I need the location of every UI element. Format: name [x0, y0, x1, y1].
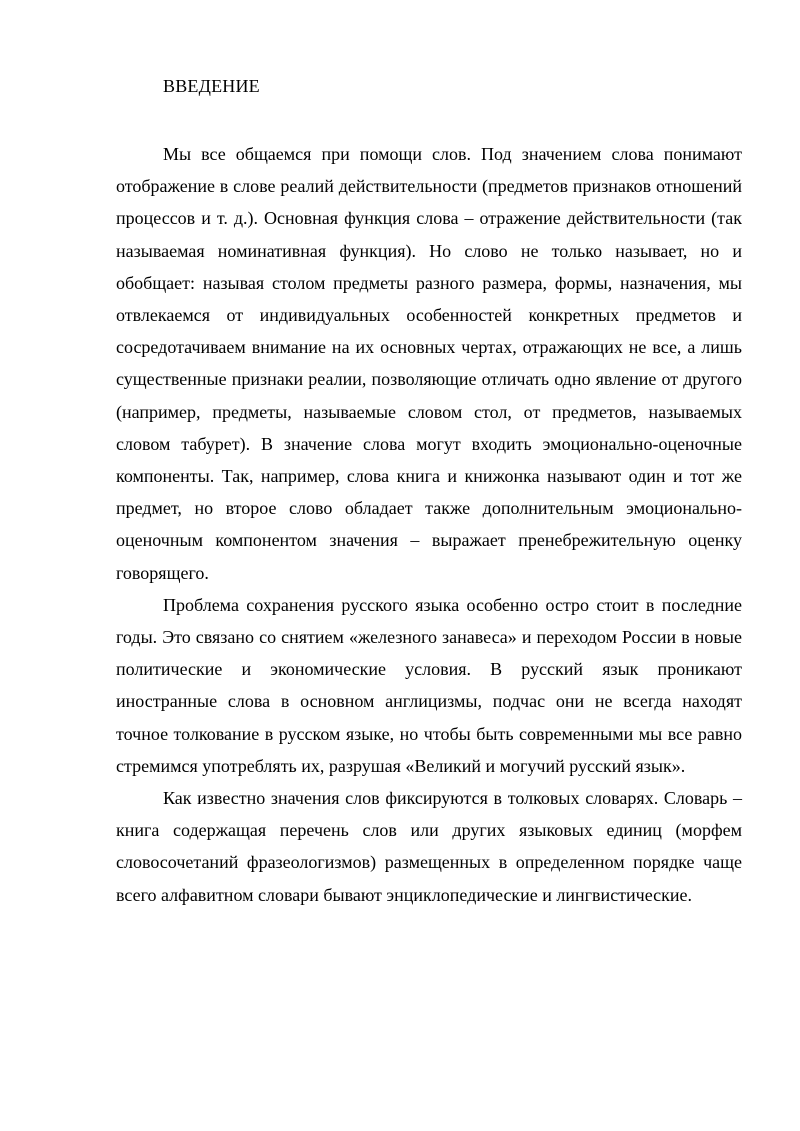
page-title: ВВЕДЕНИЕ — [163, 76, 260, 96]
paragraph-1: Мы все общаемся при помощи слов. Под значением слова понимают отображение в слове реалий действительности (предметов признаков отношений процессов и т. д.). Основная функция слова – отражение действительности (так называемая номинативная функция). Но слово не только называет, но и обобщает: называя столом предметы разного размера, формы, назначения, мы отвлекаемся от индивидуальных особенностей конкретных предметов и сосредотачиваем внимание на их основных чертах, отражающих не все, а лишь существенные признаки реалии, позволяющие отличать одно явление от другого (например, предметы, называемые словом стол, от предметов, называемых словом табурет). В значение слова могут входить эмоционально-оценочные компоненты. Так, например, слова книга и книжонка называют один и тот же предмет, но второе слово обладает также дополнительным эмоционально-оценочным компонентом значения – выражает пренебрежительную оценку говорящего. — [116, 144, 742, 583]
paragraph-2: Проблема сохранения русского языка особенно остро стоит в последние годы. Это связано со снятием «железного занавеса» и переходом России в новые политические и экономические условия. В русский язык проникают иностранные слова в основном англицизмы, подчас они не всегда находят точное толкование в русском языке, но чтобы быть современными мы все равно стремимся употреблять их, разрушая «Великий и могучий русский язык». — [116, 594, 742, 776]
paragraph-3: Как известно значения слов фиксируются в толковых словарях. Словарь – книга содержащая перечень слов или других языковых единиц (морфем словосочетаний фразеологизмов) размещенных в определенном порядке чаще всего алфавитном словари бывают энциклопедические и лингвистические. — [116, 788, 742, 905]
document-body — [116, 138, 742, 911]
